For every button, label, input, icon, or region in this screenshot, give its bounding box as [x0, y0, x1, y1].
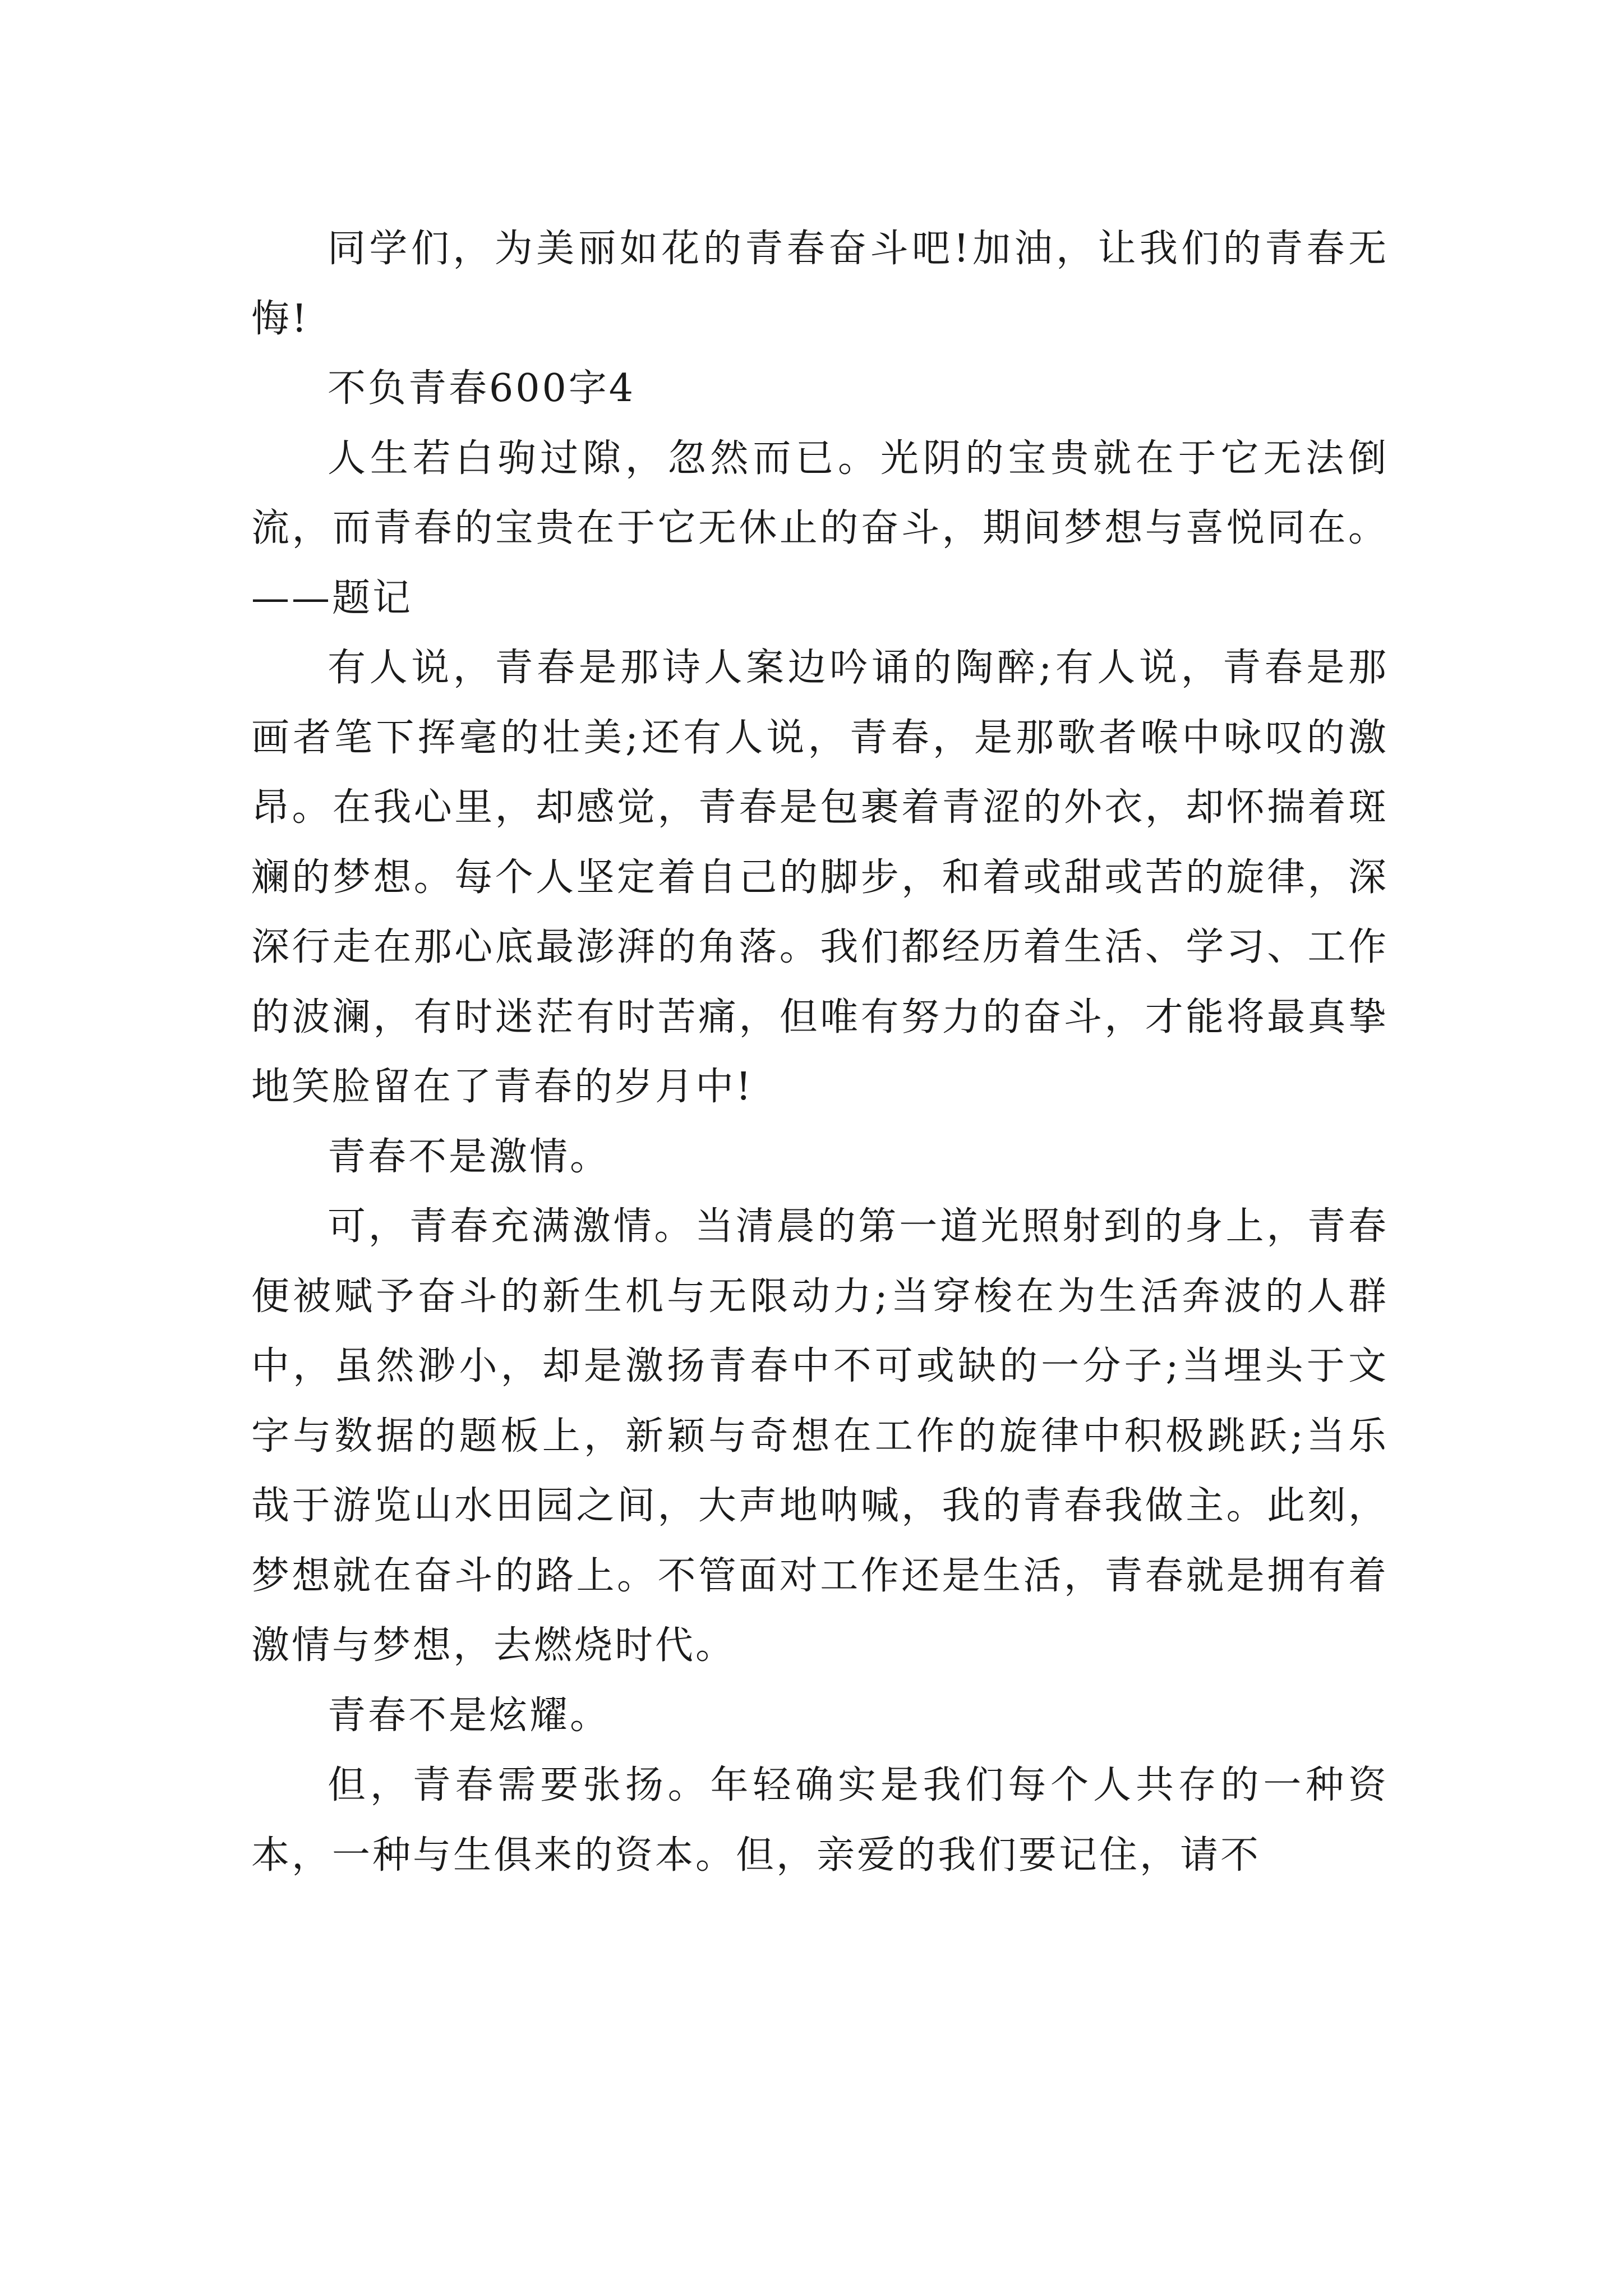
paragraph-body: 可，青春充满激情。当清晨的第一道光照射到的身上，青春便被赋予奋斗的新生机与无限动力;当穿梭在为生活奔波的人群中，虽然渺小，却是激扬青春中不可或缺的一分子;当埋头于文字与数据的题板上，新颖与奇想在工作的旋律中积极跳跃;当乐哉于游览山水田园之间，大声地呐喊，我的青春我做主。此刻，梦想就在奋斗的路上。不管面对工作还是生活，青春就是拥有着激情与梦想，去燃烧时代。 [251, 1204, 1389, 1668]
body-text [251, 214, 1389, 1890]
paragraph-body: 但，青春需要张扬。年轻确实是我们每个人共存的一种资本，一种与生俱来的资本。但，亲爱的我们要记住，请不 [251, 1763, 1389, 1878]
paragraph-body: 有人说，青春是那诗人案边吟诵的陶醉;有人说，青春是那画者笔下挥毫的壮美;还有人说，青春，是那歌者喉中咏叹的激昂。在我心里，却感觉，青春是包裹着青涩的外衣，却怀揣着斑斓的梦想。每个人坚定着自己的脚步，和着或甜或苦的旋律，深深行走在那心底最澎湃的角落。我们都经历着生活、学习、工作的波澜，有时迷茫有时苦痛，但唯有努力的奋斗，才能将最真挚地笑脸留在了青春的岁月中! [251, 646, 1389, 1109]
paragraph-epigraph: 人生若白驹过隙，忽然而已。光阴的宝贵就在于它无法倒流，而青春的宝贵在于它无休止的奋斗，期间梦想与喜悦同在。——题记 [251, 436, 1389, 620]
paragraph-closing: 同学们，为美丽如花的青春奋斗吧!加油，让我们的青春无悔! [251, 227, 1389, 341]
section-title: 不负青春600字4 [328, 366, 636, 411]
paragraph-subheading: 青春不是激情。 [328, 1134, 611, 1179]
paragraph-subheading: 青春不是炫耀。 [328, 1693, 611, 1738]
